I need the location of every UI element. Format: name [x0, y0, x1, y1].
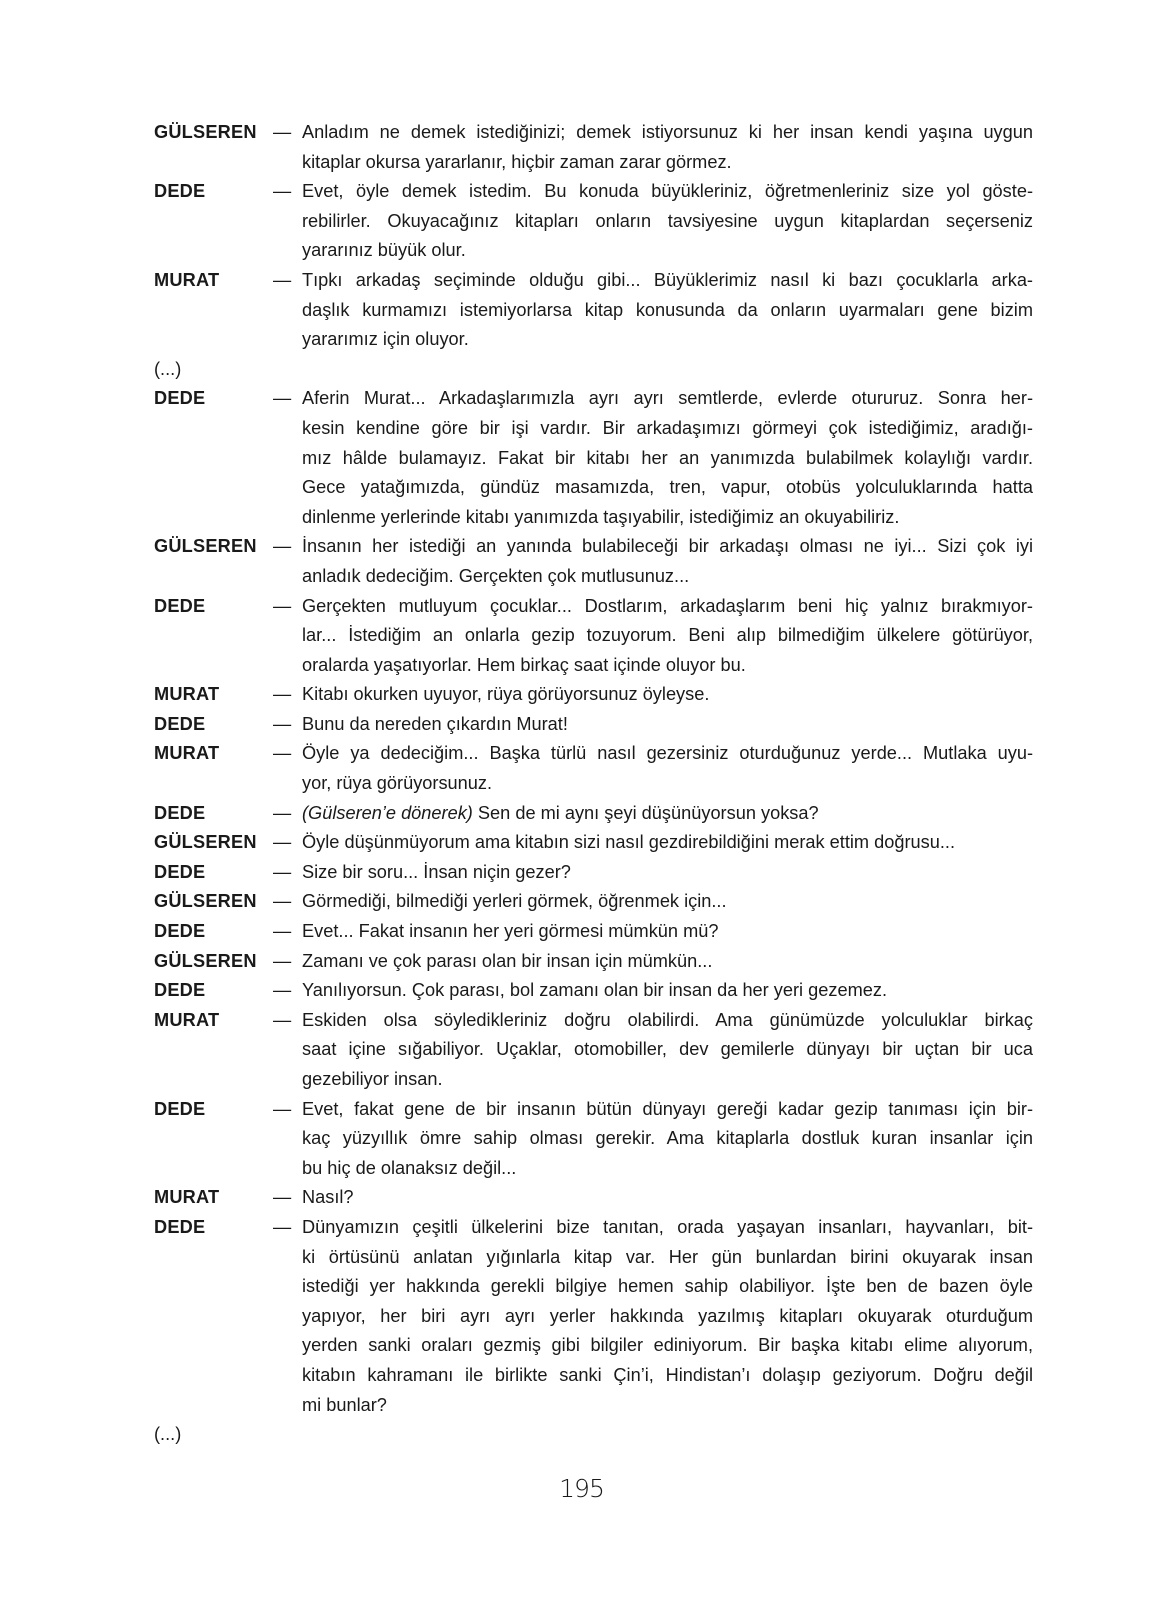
em-dash: —	[273, 595, 292, 616]
line-text: Gerçekten mutluyum çocuklar... Dostlarım, arkadaşlarım beni hiç yalnız bırakmıyor-	[302, 595, 1033, 616]
dialogue-entry	[154, 858, 1034, 888]
text-line	[302, 739, 1033, 769]
dialogue-entry	[154, 887, 1034, 917]
dialogue-text	[302, 1095, 1033, 1184]
omission-marker: (...)	[154, 1424, 182, 1445]
em-dash: —	[273, 1187, 292, 1208]
dialogue-text	[302, 858, 1033, 888]
text-line	[302, 1065, 1033, 1095]
text-line	[302, 296, 1033, 326]
em-dash: —	[273, 1098, 292, 1119]
text-line	[302, 177, 1033, 207]
line-text: Görmediği, bilmediği yerleri görmek, öğrenmek için...	[302, 891, 727, 912]
speaker-name: GÜLSEREN	[154, 891, 257, 912]
text-line	[302, 1272, 1033, 1302]
line-text: Evet, fakat gene de bir insanın bütün dünyayı gereği kadar gezip tanıması için bir-	[302, 1098, 1033, 1119]
dialogue-entry	[154, 739, 1034, 798]
line-text: yapıyor, her biri ayrı ayrı yerler hakkında yazılmış kitapları okuyarak oturduğum	[302, 1305, 1033, 1326]
dialogue-text	[302, 976, 1033, 1006]
speaker-name: DEDE	[154, 1098, 206, 1119]
line-text: lar... İstediğim an onlarla gezip tozuyorum. Beni alıp bilmediğim ülkelere götürüyor,	[302, 625, 1033, 646]
text-line	[302, 680, 1033, 710]
em-dash: —	[273, 536, 292, 557]
text-line	[302, 148, 1033, 178]
text-line	[302, 266, 1033, 296]
em-dash: —	[273, 713, 292, 734]
text-line	[302, 414, 1033, 444]
dialogue-text	[302, 739, 1033, 798]
line-text: istediği yer hakkında gerekli bilgiye hemen sahip olabiliyor. İşte ben de bazen öyle	[302, 1276, 1033, 1297]
speaker-name: GÜLSEREN	[154, 950, 257, 971]
text-line	[302, 1391, 1033, 1421]
em-dash: —	[273, 832, 292, 853]
text-line	[302, 887, 1033, 917]
line-text: İnsanın her istediği an yanında bulabileceği bir arkadaşı olması ne iyi... Sizi çok iyi	[302, 536, 1033, 557]
dialogue	[154, 118, 1034, 1450]
line-text: kaç yüzyıllık ömre sahip olması gerekir. Ama kitaplarla dostluk kuran insanlar için	[302, 1128, 1033, 1149]
line-text: yor, rüya görüyorsunuz.	[302, 773, 493, 794]
dialogue-entry	[154, 680, 1034, 710]
speaker-name: DEDE	[154, 181, 206, 202]
line-text: oralarda yaşatıyorlar. Hem birkaç saat içinde oluyor bu.	[302, 654, 746, 675]
dialogue-entry	[154, 799, 1034, 829]
text-line	[302, 444, 1033, 474]
dialogue-entry	[154, 947, 1034, 977]
line-text: saat içine sığabiliyor. Uçaklar, otomobiller, dev gemilerle dünyayı bir uçtan bir uca	[302, 1039, 1033, 1060]
line-text: yararımız için oluyor.	[302, 329, 469, 350]
em-dash: —	[273, 921, 292, 942]
dialogue-text	[302, 828, 1033, 858]
em-dash: —	[273, 122, 292, 142]
text-line	[302, 769, 1033, 799]
dialogue-entry	[154, 177, 1034, 266]
line-text: mız hâlde bulamayız. Fakat bir kitabı her an yanımızda bulabilmek kolaylığı vardır.	[302, 447, 1033, 468]
stage-direction: (Gülseren’e dönerek)	[302, 802, 473, 823]
page-number: 195	[559, 1474, 604, 1503]
dialogue-entry	[154, 1213, 1034, 1420]
dialogue-text	[302, 532, 1033, 591]
speaker-name: DEDE	[154, 595, 206, 616]
dialogue-text	[302, 266, 1033, 355]
dialogue-entry	[154, 118, 1034, 177]
em-dash: —	[273, 684, 292, 705]
speaker-name: GÜLSEREN	[154, 122, 257, 142]
text-line	[302, 828, 1033, 858]
line-text: Yanılıyorsun. Çok parası, bol zamanı olan bir insan da her yeri gezemez.	[302, 980, 887, 1001]
line-text: Dünyamızın çeşitli ülkelerini bize tanıtan, orada yaşayan insanları, hayvanları, bit-	[302, 1216, 1033, 1237]
text-line	[302, 1243, 1033, 1273]
text-line	[302, 710, 1033, 740]
text-line	[302, 1154, 1033, 1184]
line-text: rebilirler. Okuyacağınız kitapları onların tavsiyesine uygun kitaplardan seçerseniz	[302, 210, 1033, 231]
text-line	[302, 473, 1033, 503]
speaker-name: DEDE	[154, 861, 206, 882]
line-text: Aferin Murat... Arkadaşlarımızla ayrı ayrı semtlerde, evlerde otururuz. Sonra her-	[302, 388, 1033, 409]
text-line	[302, 799, 1033, 829]
line-text: yararınız büyük olur.	[302, 240, 466, 261]
em-dash: —	[273, 1216, 292, 1237]
line-text: kitaplar okursa yararlanır, hiçbir zaman zarar görmez.	[302, 151, 732, 172]
line-text: mi bunlar?	[302, 1394, 387, 1415]
dialogue-text	[302, 384, 1033, 532]
line-text: Eskiden olsa söyledikleriniz doğru olabilirdi. Ama günümüzde yolculuklar birkaç	[302, 1009, 1033, 1030]
text-line	[302, 562, 1033, 592]
line-text: daşlık kurmamızı istemiyorlarsa kitap konusunda da onların uyarmaları gene bizim	[302, 299, 1033, 320]
speaker-name: DEDE	[154, 980, 206, 1001]
speaker-name: MURAT	[154, 684, 220, 705]
text-line	[302, 532, 1033, 562]
omission-marker: (...)	[154, 358, 182, 379]
text-line	[302, 651, 1033, 681]
text-line	[302, 325, 1033, 355]
speaker-name: DEDE	[154, 802, 206, 823]
line-text: Öyle ya dedeciğim... Başka türlü nasıl gezersiniz oturduğunuz yerde... Mutlaka uyu-	[302, 743, 1033, 764]
dialogue-entry	[154, 976, 1034, 1006]
dialogue-entry	[154, 917, 1034, 947]
dialogue-entry	[154, 828, 1034, 858]
dialogue-text	[302, 1006, 1033, 1095]
em-dash: —	[273, 269, 292, 290]
text-line	[302, 118, 1033, 148]
dialogue-text	[302, 680, 1033, 710]
dialogue-entry	[154, 592, 1034, 681]
text-line	[302, 947, 1033, 977]
line-text: Size bir soru... İnsan niçin gezer?	[302, 861, 571, 882]
dialogue-text	[302, 917, 1033, 947]
dialogue-text	[302, 887, 1033, 917]
speaker-name: DEDE	[154, 1216, 206, 1237]
text-line	[302, 1124, 1033, 1154]
speaker-name: DEDE	[154, 388, 206, 409]
line-text: Evet, öyle demek istedim. Bu konuda büyükleriniz, öğretmenleriniz size yol göste-	[302, 181, 1033, 202]
text-line	[302, 1035, 1033, 1065]
text-line	[302, 236, 1033, 266]
dialogue-entry	[154, 710, 1034, 740]
text-line	[302, 503, 1033, 533]
dialogue-entry	[154, 532, 1034, 591]
speaker-name: DEDE	[154, 921, 206, 942]
em-dash: —	[273, 1009, 292, 1030]
text-line	[302, 1183, 1033, 1213]
dialogue-text	[302, 118, 1033, 177]
line-text: dinlenme yerlerinde kitabı yanımızda taşıyabilir, istediğimiz an okuyabiliriz.	[302, 506, 900, 527]
line-text: Evet... Fakat insanın her yeri görmesi mümkün mü?	[302, 921, 719, 942]
text-line	[302, 621, 1033, 651]
line-text: kitabın kahramanı ile birlikte sanki Çin’i, Hindistan’ı dolaşıp geziyorum. Doğru değil	[302, 1364, 1033, 1385]
em-dash: —	[273, 891, 292, 912]
text-line	[302, 592, 1033, 622]
dialogue-entry	[154, 266, 1034, 355]
text-line	[302, 917, 1033, 947]
line-text: Anladım ne demek istediğinizi; demek istiyorsunuz ki her insan kendi yaşına uygun	[302, 122, 1033, 142]
speaker-name: DEDE	[154, 713, 206, 734]
line-text: ki örtüsünü anlatan yığınlarla kitap var. Her gün bunlardan birini okuyarak insan	[302, 1246, 1033, 1267]
text-line	[302, 1361, 1033, 1391]
line-text: Öyle düşünmüyorum ama kitabın sizi nasıl gezdirebildiğini merak ettim doğrusu...	[302, 832, 956, 853]
dialogue-text	[302, 710, 1033, 740]
line-text: anladık dedeciğim. Gerçekten çok mutlusunuz...	[302, 565, 690, 586]
line-text: Bunu da nereden çıkardın Murat!	[302, 713, 568, 734]
dialogue-text	[302, 592, 1033, 681]
text-line	[302, 1006, 1033, 1036]
line-text: bu hiç de olanaksız değil...	[302, 1157, 517, 1178]
em-dash: —	[273, 802, 292, 823]
dialogue-entry	[154, 384, 1034, 532]
line-text: Nasıl?	[302, 1187, 354, 1208]
speaker-name: MURAT	[154, 743, 220, 764]
text-line	[302, 1095, 1033, 1125]
text-line	[302, 976, 1033, 1006]
dialogue-text	[302, 177, 1033, 266]
line-text: yerden sanki oraları gezmiş gibi bilgiler ediniyorum. Bir başka kitabı elime alıyorum,	[302, 1335, 1033, 1356]
text-line	[302, 1302, 1033, 1332]
line-text: Sen de mi aynı şeyi düşünüyorsun yoksa?	[472, 802, 819, 823]
dialogue-entry	[154, 1006, 1034, 1095]
dialogue-entry	[154, 1183, 1034, 1213]
dialogue-text	[302, 1183, 1033, 1213]
line-text: Gece yatağımızda, gündüz masamızda, tren, vapur, otobüs yolculuklarında hatta	[302, 477, 1033, 498]
line-text: Kitabı okurken uyuyor, rüya görüyorsunuz öyleyse.	[302, 684, 710, 705]
speaker-name: GÜLSEREN	[154, 536, 257, 557]
line-text: gezebiliyor insan.	[302, 1069, 443, 1089]
speaker-name: GÜLSEREN	[154, 832, 257, 853]
speaker-name: MURAT	[154, 269, 220, 290]
text-line	[302, 1331, 1033, 1361]
speaker-name: MURAT	[154, 1187, 220, 1208]
text-line	[302, 858, 1033, 888]
em-dash: —	[273, 181, 292, 202]
dialogue-entry	[154, 1095, 1034, 1184]
em-dash: —	[273, 743, 292, 764]
text-line	[302, 384, 1033, 414]
em-dash: —	[273, 950, 292, 971]
dialogue-text	[302, 799, 1033, 829]
dialogue-text	[302, 1213, 1033, 1420]
text-line	[302, 1213, 1033, 1243]
em-dash: —	[273, 388, 292, 409]
em-dash: —	[273, 861, 292, 882]
dialogue-text	[302, 947, 1033, 977]
text-line	[302, 207, 1033, 237]
line-text: Tıpkı arkadaş seçiminde olduğu gibi... Büyüklerimiz nasıl ki bazı çocuklarla arka-	[302, 269, 1033, 290]
em-dash: —	[273, 980, 292, 1001]
line-text: Zamanı ve çok parası olan bir insan için mümkün...	[302, 950, 713, 971]
line-text: kesin kendine göre bir işi vardır. Bir arkadaşımızı görmeyi çok istediğimiz, aradığı-	[302, 417, 1033, 438]
speaker-name: MURAT	[154, 1009, 220, 1030]
